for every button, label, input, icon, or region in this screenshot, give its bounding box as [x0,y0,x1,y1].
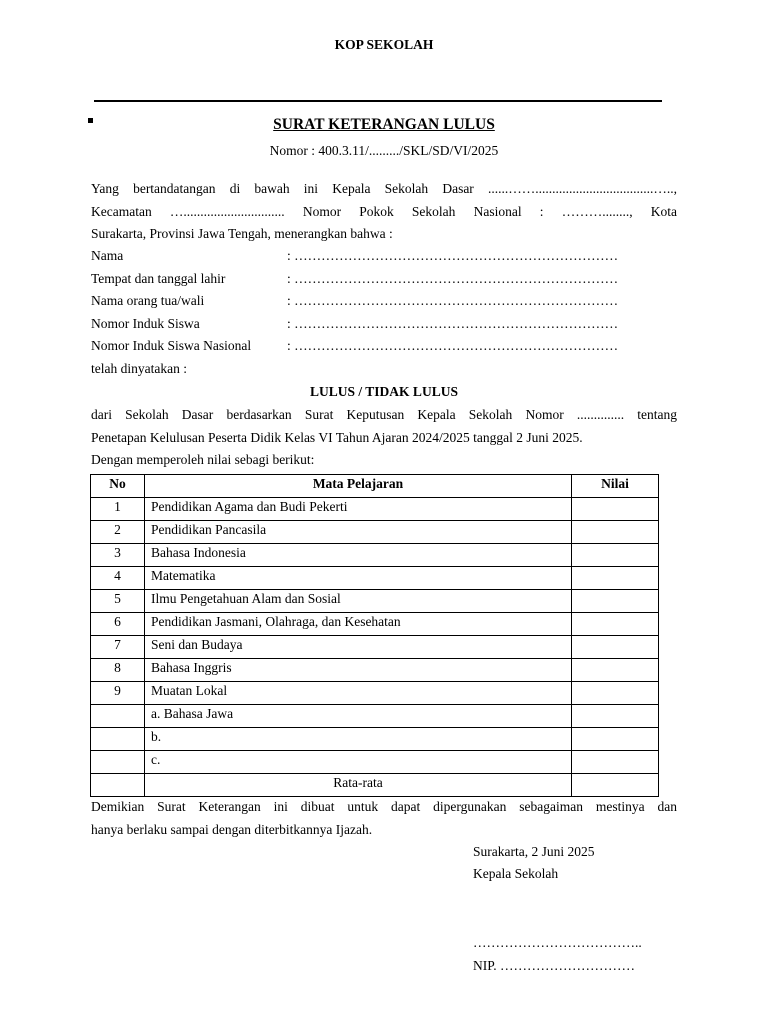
field-value-nama: : ……………………………………………………………… [287,248,619,263]
intro-line-1: Yang bertandatangan di bawah ini Kepala Sekolah Dasar ......……...................................….., [91,181,677,196]
grades-intro: Dengan memperoleh nilai sebagi berikut: [91,452,315,467]
row-grade [572,498,659,521]
row-no: 9 [91,682,145,705]
row-no [91,751,145,774]
row-subject: Seni dan Budaya [145,636,572,659]
document-title: SURAT KETERANGAN LULUS [273,116,495,133]
row-grade [572,751,659,774]
row-subject: Pendidikan Pancasila [145,521,572,544]
signature-name-line: ……………………………….. [473,935,642,950]
signature-role: Kepala Sekolah [473,866,559,881]
field-label-orang-tua: Nama orang tua/wali [91,293,205,308]
table-row [91,590,659,613]
table-row [91,521,659,544]
row-grade [572,659,659,682]
field-value-orang-tua: : ……………………………………………………………… [287,293,619,308]
graduation-status: LULUS / TIDAK LULUS [310,384,458,399]
field-label-nis: Nomor Induk Siswa [91,316,200,331]
field-value-nisn: : ……………………………………………………………… [287,338,619,353]
letterhead-divider [94,100,662,102]
table-row [91,682,659,705]
intro-line-3: Surakarta, Provinsi Jawa Tengah, menerangkan bahwa : [91,226,393,241]
row-no: 7 [91,636,145,659]
table-row [91,498,659,521]
row-grade [572,636,659,659]
header-subject: Mata Pelajaran [145,475,572,498]
document-number: Nomor : 400.3.11/........./SKL/SD/VI/2025 [269,143,499,158]
header-no: No [91,475,145,498]
closing-line-2: hanya berlaku sampai dengan diterbitkannya Ijazah. [91,821,373,837]
grades-table [90,474,659,797]
row-no: 5 [91,590,145,613]
table-row [91,728,659,751]
declared-text: telah dinyatakan : [91,361,187,376]
row-subject: Matematika [145,567,572,590]
row-subject: Muatan Lokal [145,682,572,705]
average-label: Rata-rata [145,774,572,797]
row-grade [572,544,659,567]
row-subject: a. Bahasa Jawa [145,705,572,728]
signature-place-date: Surakarta, 2 Juni 2025 [473,844,595,859]
closing-paragraph [91,796,677,841]
row-no: 3 [91,544,145,567]
table-row [91,567,659,590]
row-grade [572,521,659,544]
average-value [572,774,659,797]
row-no: 6 [91,613,145,636]
decision-line-1: dari Sekolah Dasar berdasarkan Surat Keputusan Kepala Sekolah Nomor .............. tentang [91,407,677,422]
row-subject: b. [145,728,572,751]
row-subject: Pendidikan Jasmani, Olahraga, dan Kesehatan [145,613,572,636]
field-label-nama: Nama [91,248,124,263]
letterhead-placeholder: KOP SEKOLAH [334,37,434,52]
field-label-ttl: Tempat dan tanggal lahir [91,271,226,286]
row-no: 8 [91,659,145,682]
intro-line-2: Kecamatan ….............................. Nomor Pokok Sekolah Nasional : ………........, Kota [91,203,677,219]
row-subject: Bahasa Indonesia [145,544,572,567]
table-row [91,751,659,774]
table-row [91,705,659,728]
row-grade [572,567,659,590]
closing-line-1: Demikian Surat Keterangan ini dibuat untuk dapat dipergunakan sebagaiman mestinya dan [91,799,677,814]
table-row [91,613,659,636]
row-grade [572,590,659,613]
row-grade [572,682,659,705]
table-header-row [91,475,659,498]
row-no: 4 [91,567,145,590]
row-subject: Pendidikan Agama dan Budi Pekerti [145,498,572,521]
intro-paragraph [91,178,677,246]
row-no [91,705,145,728]
table-row [91,636,659,659]
table-row [91,544,659,567]
row-no: 2 [91,521,145,544]
row-grade [572,613,659,636]
row-subject: Ilmu Pengetahuan Alam dan Sosial [145,590,572,613]
field-value-nis: : ……………………………………………………………… [287,316,619,331]
field-value-ttl: : ……………………………………………………………… [287,271,619,286]
average-row [91,774,659,797]
row-grade [572,705,659,728]
table-row [91,659,659,682]
row-subject: c. [145,751,572,774]
decision-paragraph [91,404,677,449]
header-grade: Nilai [572,475,659,498]
field-label-nisn: Nomor Induk Siswa Nasional [91,338,252,353]
decision-line-2: Penetapan Kelulusan Peserta Didik Kelas VI Tahun Ajaran 2024/2025 tanggal 2 Juni 2025. [91,429,583,445]
row-no: 1 [91,498,145,521]
row-grade [572,728,659,751]
row-subject: Bahasa Inggris [145,659,572,682]
average-no-cell [91,774,145,797]
signature-nip: NIP. ………………………… [473,958,636,973]
row-no [91,728,145,751]
